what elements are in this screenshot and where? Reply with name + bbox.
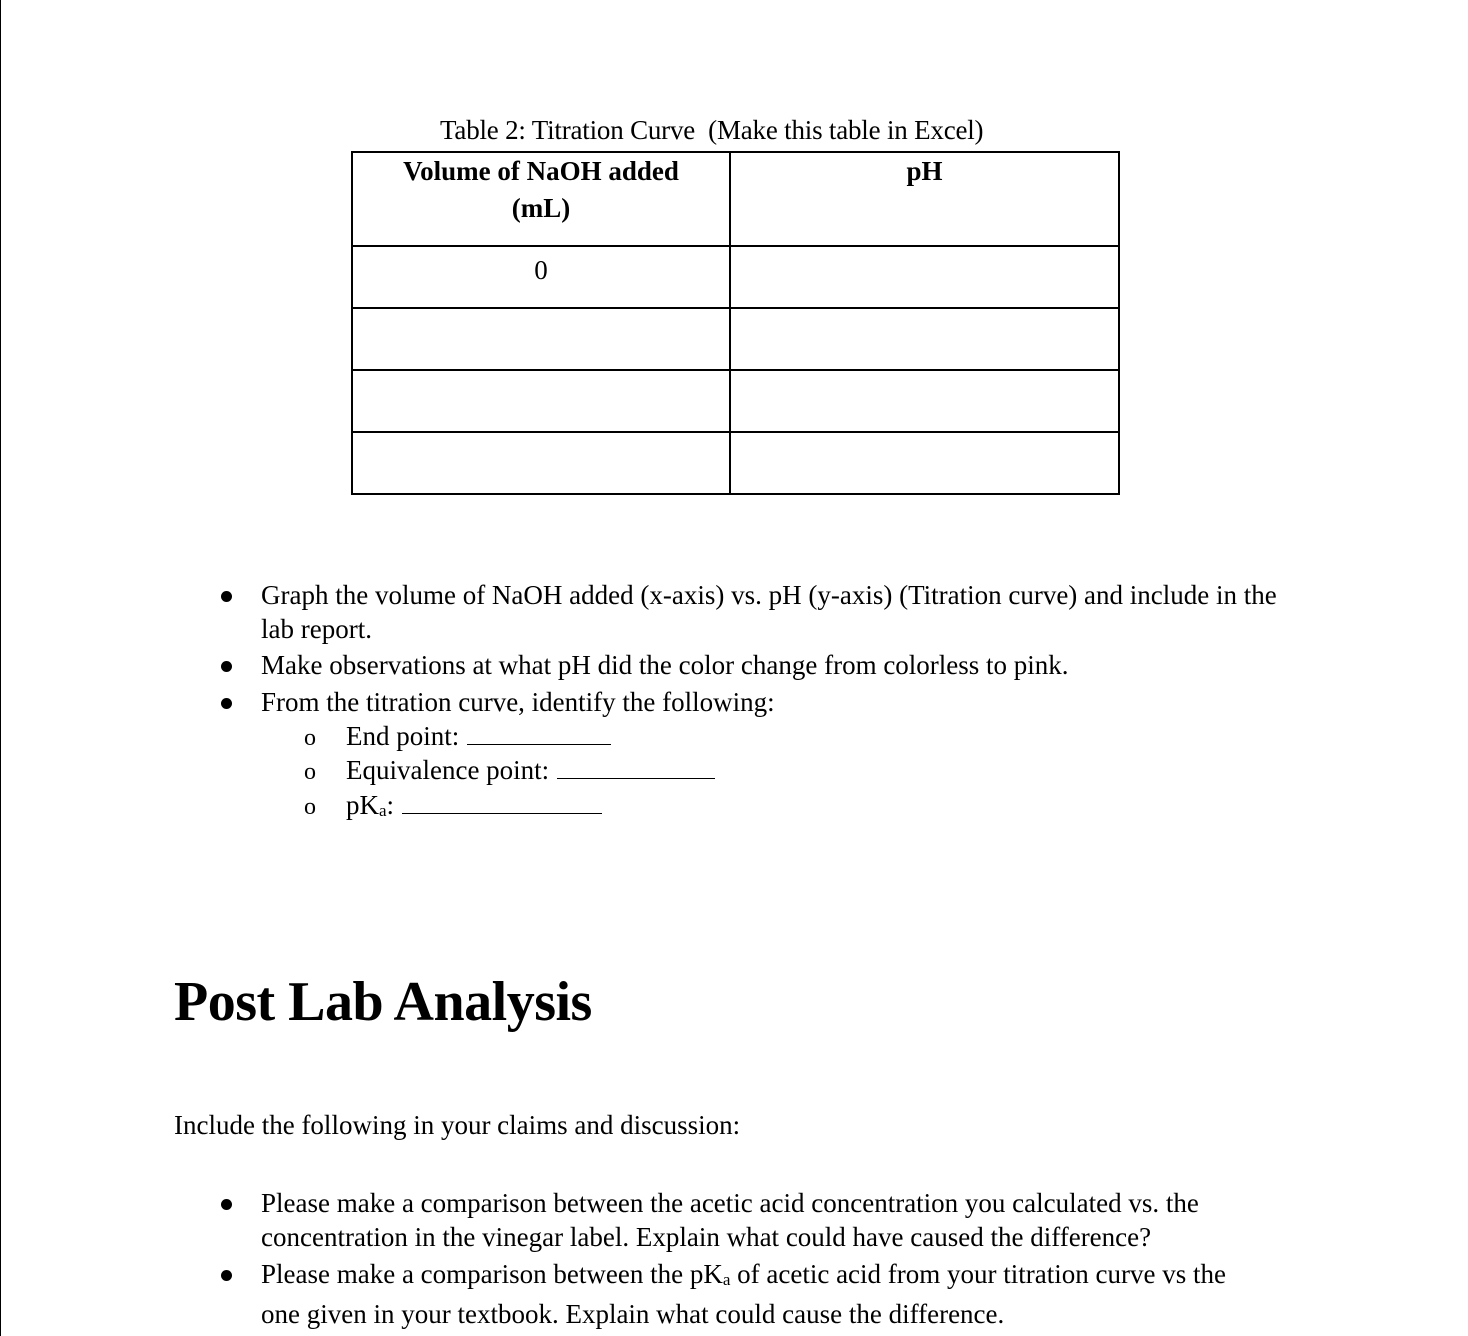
- post-lab-pka-prefix: Please make a comparison between the pK: [261, 1259, 723, 1289]
- volume-cell: [352, 308, 730, 370]
- equivalence-point-blank: [557, 756, 715, 779]
- post-lab-item-pka: [261, 1257, 1271, 1331]
- table-caption: Table 2: Titration Curve (Make this table in Excel): [440, 115, 984, 145]
- sub-bullet-icon: o: [304, 725, 316, 751]
- instruction-identify: From the titration curve, identify the following:: [261, 687, 775, 717]
- post-lab-pka-subscript: a: [722, 1270, 731, 1289]
- table-row: [352, 308, 1119, 370]
- bullet-icon: [221, 1270, 232, 1281]
- pka-item: [346, 788, 602, 828]
- table-row: [352, 246, 1119, 308]
- end-point-label: End point:: [346, 721, 460, 751]
- pka-label-subscript: a: [379, 801, 387, 820]
- instruction-observe: Make observations at what pH did the color change from colorless to pink.: [261, 650, 1069, 680]
- post-lab-pka-suffix: of acetic acid from your titration curve vs the one given in your textbook. Explain what could cause the difference.: [261, 1259, 1233, 1329]
- volume-cell: [352, 432, 730, 494]
- bullet-icon: [221, 1199, 232, 1210]
- table-row: [352, 370, 1119, 432]
- volume-header-line2: (mL): [511, 193, 571, 223]
- volume-cell: [352, 370, 730, 432]
- volume-cell: 0: [352, 246, 730, 308]
- ph-cell: [730, 246, 1119, 308]
- table-header-row: [352, 152, 1119, 246]
- pka-blank: [402, 791, 602, 814]
- ph-header: [730, 152, 1119, 246]
- pka-label-suffix: :: [386, 790, 395, 820]
- sub-bullet-icon: o: [304, 794, 316, 820]
- pka-label-prefix: pK: [346, 790, 379, 820]
- equivalence-point-item: [346, 753, 715, 787]
- ph-header-label: pH: [906, 156, 943, 186]
- bullet-icon: [221, 661, 232, 672]
- post-lab-intro: Include the following in your claims and discussion:: [174, 1110, 741, 1140]
- instruction-graph: Graph the volume of NaOH added (x-axis) vs. pH (y-axis) (Titration curve) and include in the lab report.: [261, 580, 1277, 644]
- table-row: [352, 432, 1119, 494]
- bullet-icon: [221, 698, 232, 709]
- end-point-item: [346, 719, 611, 753]
- post-lab-heading: Post Lab Analysis: [174, 971, 592, 1033]
- ph-cell: [730, 370, 1119, 432]
- volume-header: [352, 152, 730, 246]
- volume-header-line1: Volume of NaOH added: [403, 156, 679, 186]
- page-left-border: [0, 0, 1, 1336]
- bullet-icon: [221, 591, 232, 602]
- post-lab-item-concentration: Please make a comparison between the acetic acid concentration you calculated vs. the concentration in the vinegar label. Explain what could have caused the difference?: [261, 1188, 1199, 1252]
- equivalence-point-label: Equivalence point:: [346, 755, 550, 785]
- end-point-blank: [467, 722, 611, 745]
- titration-table: [351, 151, 1120, 495]
- ph-cell: [730, 432, 1119, 494]
- sub-bullet-icon: o: [304, 759, 316, 785]
- ph-cell: [730, 308, 1119, 370]
